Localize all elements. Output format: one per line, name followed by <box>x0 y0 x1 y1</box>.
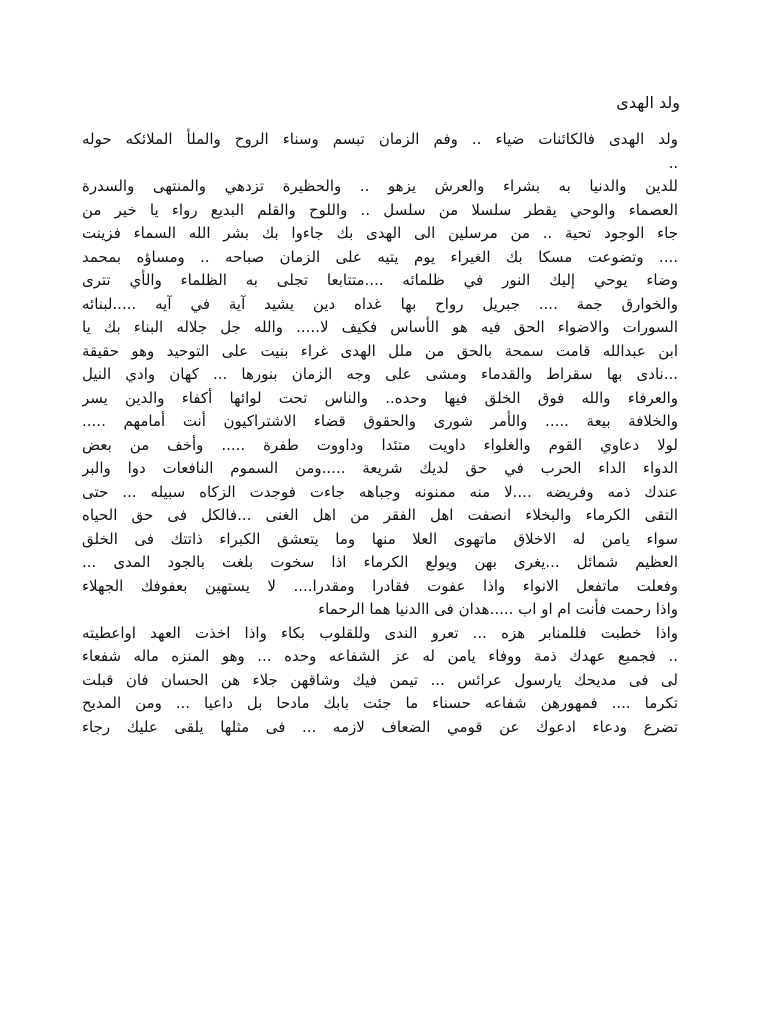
text-line: والعرفاء والله فوق الخلق فيها وحده.. والناس تحت لوائها أكفاء والدين يسر <box>82 388 678 407</box>
text-line: العظيم شمائل ...يغرى بهن ويولع الكرماء اذا سخوت بلغت بالجود المدى ... <box>82 553 678 571</box>
text-line: لولا دعاوي القوم والغلواء داويت متئدا وداووت طفرة ..... وأخف من بعض <box>82 435 678 454</box>
text-line: وفعلت ماتفعل الانواء واذا عفوت فقادرا ومقدرا.... لا يستهين بعفوفك الجهلاء <box>82 576 678 595</box>
text-line: ...نادى بها سقراط والقدماء ومشى على وجه الزمان بنورها ... كهان وادي النيل <box>82 365 678 383</box>
text-line: التقى الكرماء والبخلاء انصفت اهل الفقر من اهل الغنى ...فالكل فى حق الحياه <box>82 506 678 524</box>
text-line: لى فى مديحك يارسول عرائس ... تيمن فيك وشاقهن جلاء هن الحسان فان قبلت <box>82 670 678 689</box>
text-line: والخوارق جمة .... جبريل رواح بها غداه دين يشيد آية في آيه .....لبنائه <box>82 294 678 313</box>
text-line: السورات والاضواء الحق فيه هو الأساس فكيف لا..... والله جل جلاله البناء بك يا <box>82 318 678 336</box>
text-line: للدين والدنيا به بشراء والعرش يزهو .. والحظيرة تزدهي والمنتهى والسدرة <box>82 177 678 195</box>
text-line: ولد الهدى فالكائنات ضياء .. وفم الزمان تبسم وسناء الروح والملأ الملائكه حوله <box>82 130 678 148</box>
text-line: .. <box>668 153 678 172</box>
text-line: .. فجميع عهدك ذمة ووفاء يامن له عز الشفاعه وحده ... وهو المنزه ماله شفعاء <box>82 647 678 665</box>
text-line: جاء الوجود تحية .. من مرسلين الى الهدى بك جاءوا بك بشر الله السماء فزينت <box>82 224 678 242</box>
text-line: تضرع ودعاء ادعوك عن قومي الضعاف لازمه ... فى مثلها يلقى عليك رجاء <box>82 717 678 736</box>
text-line: .... وتضوعت مسكا بك الغيراء يوم يتيه على الزمان صباحه .. ومساؤه بمحمد <box>82 247 678 266</box>
text-line: العصماء والوحي يقطر سلسلا من سلسل .. واللوح والقلم البديع رواء يا خير من <box>82 200 678 219</box>
text-line: تكرما .... فمهورهن شفاعه حسناء ما جئت بابك مادحا بل داعيا ... ومن المديح <box>82 694 678 712</box>
text-line: واذا خطبت فللمنابر هزه ... تعرو الندى وللقلوب بكاء واذا اخذت العهد اواعطيته <box>82 623 678 642</box>
document-title: ولد الهدى <box>616 93 680 112</box>
text-line: الدواء الداء الحرب في حق لديك شريعة .....ومن السموم النافعات دوا والبر <box>82 459 678 477</box>
text-line: سواء يامن له الاخلاق ماتهوى العلا منها وما يتعشق الكبراء ذاتتك فى الخلق <box>82 529 678 548</box>
text-line: ابن عبدالله قامت سمحة بالحق من ملل الهدى غراء بنيت على التوحيد وهو حقيقة <box>82 341 678 360</box>
text-line: وضاء يوحي إليك النور في ظلمائه ....متتابعا تجلى به الظلماء والأي تترى <box>82 271 678 289</box>
document-body <box>82 128 678 739</box>
text-line: عندك ذمه وفريضه ....لا منه ممنونه وجباهه جاءت فوجدت الزكاه سبيله ... حتى <box>82 482 678 501</box>
text-line: واذا رحمت فأنت ام او اب .....هدان فى االدنيا هما الرحماء <box>318 600 678 618</box>
text-line: والخلافة بيعة ..... والأمر شورى والحقوق قضاء الاشتراكيون أنت أمامهم ..... <box>82 412 678 430</box>
